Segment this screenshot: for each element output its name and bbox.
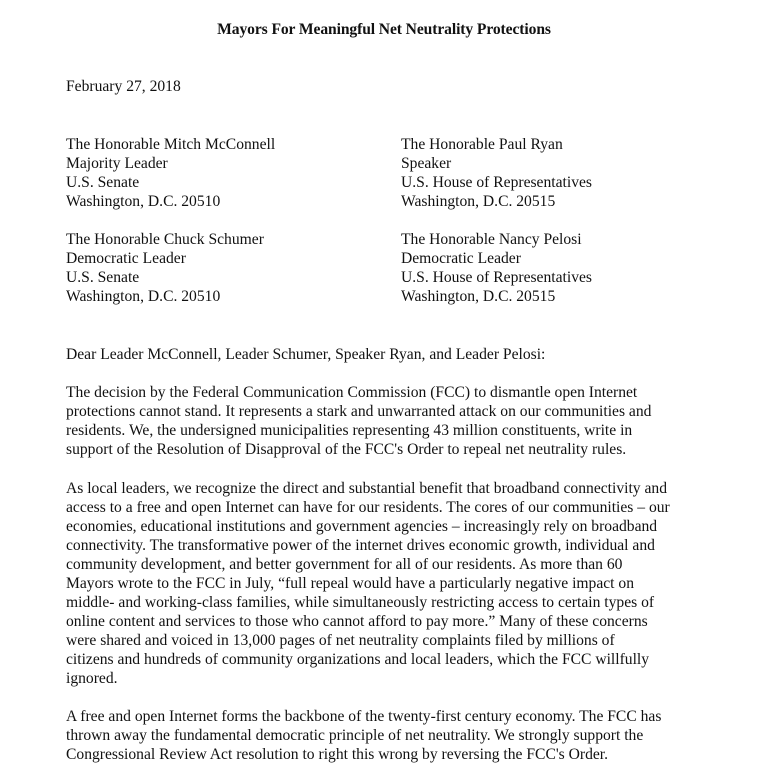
paragraph-line: connectivity. The transformative power of the internet drives economic growth, individual and (66, 537, 655, 554)
addressee-schumer (66, 230, 264, 306)
addressee-role: Majority Leader (66, 155, 168, 172)
paragraph-line: were shared and voiced in 13,000 pages of net neutrality complaints filed by millions of (66, 632, 615, 649)
paragraph-line: Mayors wrote to the FCC in July, “full repeal would have a particularly negative impact on (66, 575, 635, 592)
addressee-mcconnell (66, 135, 275, 211)
letter-title: Mayors For Meaningful Net Neutrality Protections (217, 21, 551, 38)
addressee-city: Washington, D.C. 20515 (401, 193, 556, 210)
paragraph-line: As local leaders, we recognize the direct and substantial benefit that broadband connectivity and (66, 480, 667, 497)
paragraph-line: ignored. (66, 670, 118, 687)
body-paragraph-1 (66, 383, 756, 459)
addressee-ryan (401, 135, 592, 211)
addressee-name: The Honorable Nancy Pelosi (401, 231, 582, 248)
salutation: Dear Leader McConnell, Leader Schumer, Speaker Ryan, and Leader Pelosi: (66, 346, 546, 363)
paragraph-line: support of the Resolution of Disapproval of the FCC's Order to repeal net neutrality rules. (66, 441, 627, 458)
paragraph-line: economies, educational institutions and government agencies – increasingly rely on broadband (66, 518, 658, 535)
paragraph-line: residents. We, the undersigned municipalities representing 43 million constituents, write in (66, 422, 633, 439)
body-paragraph-2 (66, 479, 756, 688)
paragraph-line: access to a free and open Internet can have for our residents. The cores of our communities – our (66, 499, 670, 516)
addressee-city: Washington, D.C. 20515 (401, 288, 556, 305)
paragraph-line: middle- and working-class families, while simultaneously restricting access to certain types of (66, 594, 655, 611)
addressee-role: Democratic Leader (66, 250, 186, 267)
paragraph-line: Congressional Review Act resolution to right this wrong by reversing the FCC's Order. (66, 746, 609, 763)
paragraph-line: community development, and better government for all of our residents. As more than 60 (66, 556, 623, 573)
letter-date: February 27, 2018 (66, 78, 181, 95)
addressee-role: Democratic Leader (401, 250, 521, 267)
paragraph-line: protections cannot stand. It represents a stark and unwarranted attack on our communities and (66, 403, 652, 420)
addressee-name: The Honorable Paul Ryan (401, 136, 563, 153)
paragraph-line: online content and services to those who cannot afford to pay more.” Many of these concerns (66, 613, 648, 630)
paragraph-line: thrown away the fundamental democratic principle of net neutrality. We strongly support the (66, 727, 644, 744)
paragraph-line: The decision by the Federal Communication Commission (FCC) to dismantle open Internet (66, 384, 638, 401)
addressee-chamber: U.S. Senate (66, 174, 140, 191)
addressee-city: Washington, D.C. 20510 (66, 193, 221, 210)
addressee-pelosi (401, 230, 592, 306)
addressee-name: The Honorable Mitch McConnell (66, 136, 276, 153)
body-paragraph-3 (66, 707, 756, 764)
addressee-chamber: U.S. House of Representatives (401, 174, 592, 191)
addressee-role: Speaker (401, 155, 452, 172)
addressee-chamber: U.S. Senate (66, 269, 140, 286)
paragraph-line: A free and open Internet forms the backbone of the twenty-first century economy. The FCC has (66, 708, 662, 725)
addressee-name: The Honorable Chuck Schumer (66, 231, 264, 248)
paragraph-line: citizens and hundreds of community organizations and local leaders, which the FCC willfully (66, 651, 650, 668)
addressee-city: Washington, D.C. 20510 (66, 288, 221, 305)
addressee-chamber: U.S. House of Representatives (401, 269, 592, 286)
